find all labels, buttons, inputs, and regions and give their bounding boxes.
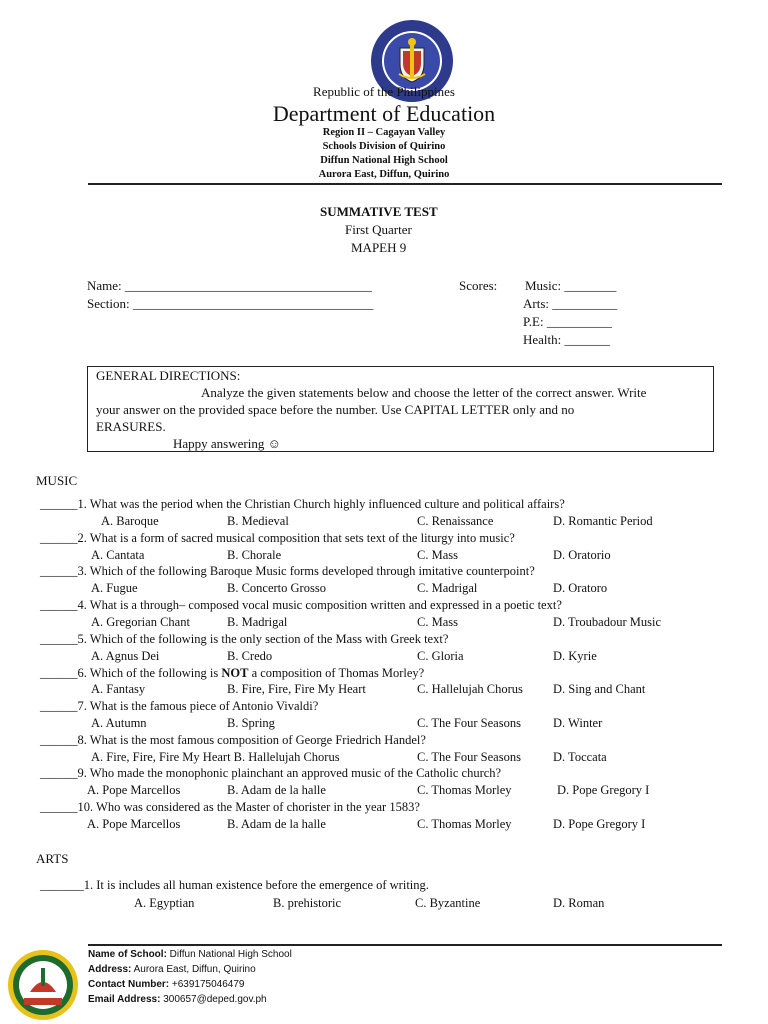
choice-c: C. Byzantine: [415, 896, 481, 910]
directions-line-2: your answer on the provided space before the number. Use CAPITAL LETTER only and no: [96, 402, 575, 417]
arts-score-field[interactable]: Arts: __________: [523, 296, 618, 311]
choice-c: C. The Four Seasons: [417, 716, 521, 730]
music-question-6: ______6. Which of the following is NOT a composition of Thomas Morley?: [40, 666, 425, 680]
music-question-7: ______7. What is the famous piece of Antonio Vivaldi?: [40, 699, 319, 713]
choice-c: C. Mass: [417, 615, 458, 629]
general-directions-box: [87, 366, 714, 452]
choice-b: B. Adam de la halle: [227, 817, 326, 831]
music-question-4: ______4. What is a through– composed vocal music composition written and expressed in a poetic text?: [40, 598, 562, 612]
choice-a: A. Cantata: [91, 548, 145, 562]
choice-a: A. Gregorian Chant: [91, 615, 190, 629]
choice-b: B. Spring: [227, 716, 275, 730]
school-line: Diffun National High School: [320, 155, 448, 166]
choice-c: C. Gloria: [417, 649, 464, 663]
scores-label: Scores:: [459, 278, 498, 293]
footer-school-name: Name of School: Diffun National High School: [88, 949, 292, 960]
choice-c: C. Renaissance: [417, 514, 494, 528]
music-question-3: ______3. Which of the following Baroque Music forms developed through imitative counterpoint?: [40, 564, 535, 578]
choice-b: B. Concerto Grosso: [227, 581, 326, 595]
choice-d: D. Oratorio: [553, 548, 611, 562]
choice-b: B. Fire, Fire, Fire My Heart: [227, 682, 366, 696]
test-subject: MAPEH 9: [351, 240, 407, 255]
music-question-9: ______9. Who made the monophonic plainchant an approved music of the Catholic church?: [40, 766, 502, 780]
choice-b: B. Chorale: [227, 548, 282, 562]
test-title: SUMMATIVE TEST: [320, 204, 438, 219]
division-line: Schools Division of Quirino: [322, 141, 446, 152]
name-field[interactable]: Name: ______________________________________: [87, 278, 372, 293]
region-line: Region II – Cagayan Valley: [322, 127, 446, 138]
footer-divider: [88, 944, 722, 946]
choice-d: D. Troubadour Music: [553, 615, 661, 629]
footer-contact: Contact Number: +639175046479: [88, 979, 245, 990]
directions-line-3: ERASURES.: [96, 419, 166, 434]
choice-a: A. Autumn: [91, 716, 147, 730]
choice-c: C. Thomas Morley: [417, 817, 512, 831]
choice-c: C. Hallelujah Chorus: [417, 682, 523, 696]
choice-d: D. Winter: [553, 716, 603, 730]
choice-d: D. Romantic Period: [553, 514, 653, 528]
directions-line-1: Analyze the given statements below and choose the letter of the correct answer. Write: [201, 385, 647, 400]
music-question-1: ______1. What was the period when the Christian Church highly influenced culture and political affairs?: [40, 497, 565, 511]
choice-a: A. Baroque: [101, 514, 159, 528]
choice-b: B. Medieval: [227, 514, 289, 528]
choice-c: C. Thomas Morley: [417, 783, 512, 797]
music-question-5: ______5. Which of the following is the only section of the Mass with Greek text?: [40, 632, 449, 646]
arts-question-1: _______1. It is includes all human existence before the emergence of writing.: [40, 878, 429, 892]
choice-d: D. Sing and Chant: [553, 682, 646, 696]
music-heading: MUSIC: [36, 473, 78, 488]
pe-score-field[interactable]: P.E: __________: [523, 314, 612, 329]
choice-c: C. The Four Seasons: [417, 750, 521, 764]
republic-line: Republic of the Philippines: [313, 84, 455, 99]
choice-ab: A. Fire, Fire, Fire My Heart B. Hallelujah Chorus: [91, 750, 340, 764]
music-question-8: ______8. What is the most famous composition of George Friedrich Handel?: [40, 733, 426, 747]
choice-a: A. Fantasy: [91, 682, 146, 696]
choice-c: C. Madrigal: [417, 581, 478, 595]
choice-a: A. Fugue: [91, 581, 138, 595]
choice-a: A. Agnus Dei: [91, 649, 160, 663]
directions-heading: GENERAL DIRECTIONS:: [96, 368, 241, 383]
choice-d: D. Pope Gregory I: [553, 817, 646, 831]
choice-d: D. Oratoro: [553, 581, 608, 595]
arts-heading: ARTS: [36, 851, 69, 866]
choice-d: D. Kyrie: [553, 649, 597, 663]
choice-d: D. Roman: [553, 896, 605, 910]
choice-b: B. Adam de la halle: [227, 783, 326, 797]
test-quarter: First Quarter: [345, 222, 412, 237]
department-title: Department of Education: [272, 101, 496, 126]
footer-address: Address: Aurora East, Diffun, Quirino: [88, 964, 256, 975]
music-score-field[interactable]: Music: ________: [525, 278, 617, 293]
not-emphasis: NOT: [221, 666, 249, 680]
choice-a: A. Egyptian: [134, 896, 195, 910]
school-badge-logo: [4, 948, 82, 1022]
choice-b: B. prehistoric: [273, 896, 342, 910]
choice-d: D. Pope Gregory I: [557, 783, 650, 797]
choice-b: B. Credo: [227, 649, 273, 663]
music-question-10: ______10. Who was considered as the Master of chorister in the year 1583?: [40, 800, 420, 814]
choice-d: D. Toccata: [553, 750, 607, 764]
health-score-field[interactable]: Health: _______: [523, 332, 611, 347]
header-divider: [88, 183, 722, 185]
choice-a: A. Pope Marcellos: [87, 817, 181, 831]
choice-c: C. Mass: [417, 548, 458, 562]
footer-email[interactable]: Email Address: 300657@deped.gov.ph: [88, 994, 267, 1005]
music-question-2: ______2. What is a form of sacred musical composition that sets text of the liturgy into music?: [40, 531, 515, 545]
choice-b: B. Madrigal: [227, 615, 288, 629]
section-field[interactable]: Section: _____________________________________: [87, 296, 374, 311]
address-line: Aurora East, Diffun, Quirino: [318, 169, 450, 180]
choice-a: A. Pope Marcellos: [87, 783, 181, 797]
directions-line-4: Happy answering ☺: [173, 436, 281, 451]
